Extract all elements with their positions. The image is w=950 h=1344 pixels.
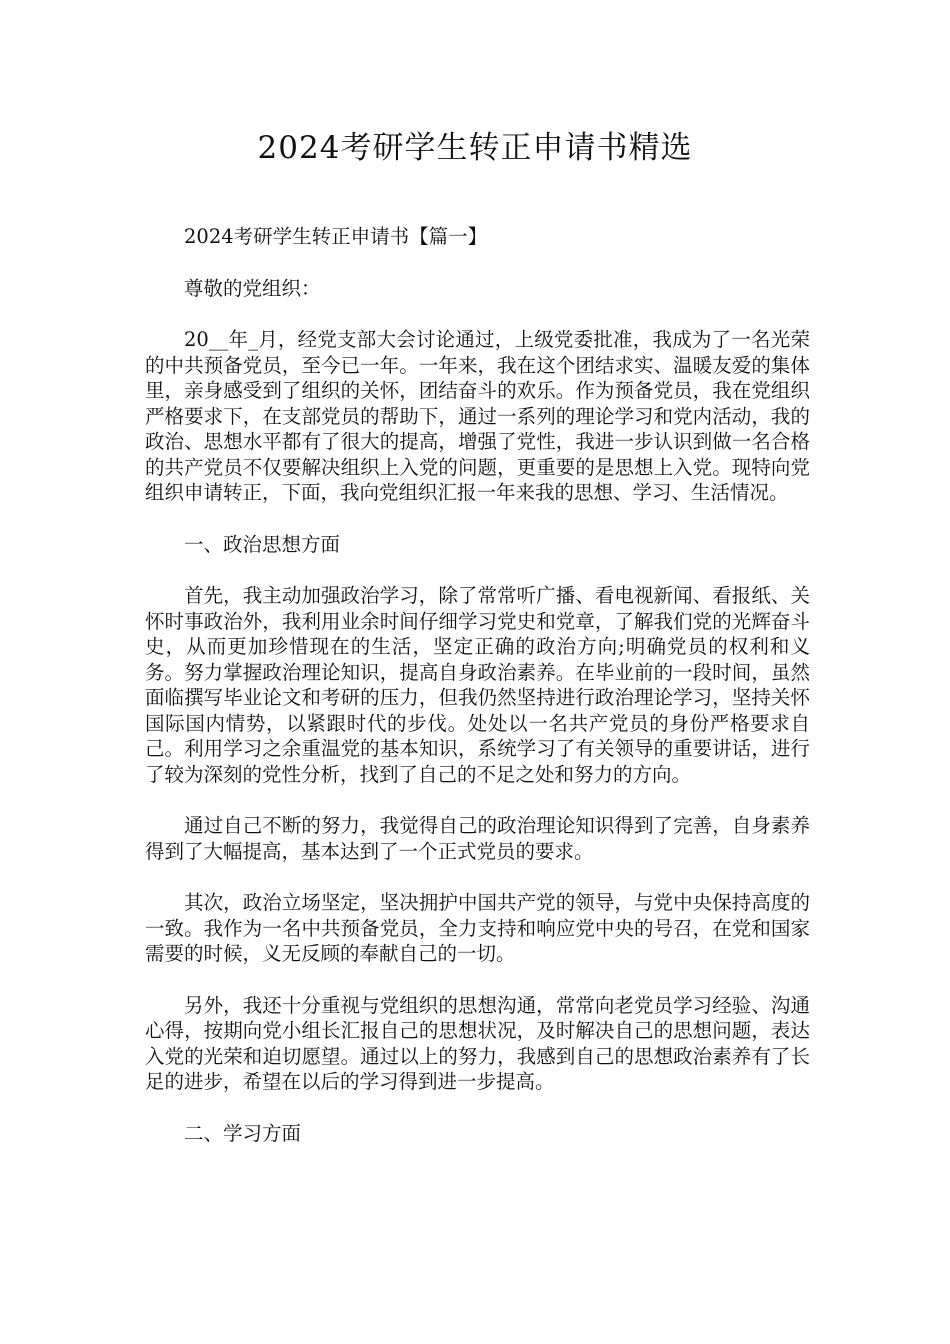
body-paragraph: 首先，我主动加强政治学习，除了常常听广播、看电视新闻、看报纸、关怀时事政治外，我利用业余时间仔细学习党史和党章，了解我们党的光辉奋斗史，从而更加珍惜现在的生活，坚定正确的政治方向;明确党员的权利和义务。努力掌握政治理论知识，提高自身政治素养。在毕业前的一段时间，虽然面临撰写毕业论文和考研的压力，但我仍然坚持进行政治理论学习，坚持关怀国际国内情势，以紧跟时代的步伐。处处以一名共产党员的身份严格要求自己。利用学习之余重温党的基本知识，系统学习了有关领导的重要讲话，进行了较为深刻的党性分析，找到了自己的不足之处和努力的方向。 <box>145 584 810 786</box>
intro-paragraph: 20__年_月，经党支部大会讨论通过，上级党委批准，我成为了一名光荣的中共预备党员，至今已一年。一年来，我在这个团结求实、温暖友爱的集体里，亲身感受到了组织的关怀，团结奋斗的欢乐。作为预备党员，我在党组织严格要求下，在支部党员的帮助下，通过一系列的理论学习和党内活动，我的政治、思想水平都有了很大的提高，增强了党性，我进一步认识到做一名合格的共产党员不仅要解决组织上入党的问题，更重要的是思想上入党。现特向党组织申请转正，下面，我向党组织汇报一年来我的思想、学习、生活情况。 <box>145 328 810 504</box>
section-heading-study: 二、学习方面 <box>184 1121 302 1145</box>
body-paragraph: 其次，政治立场坚定，坚决拥护中国共产党的领导，与党中央保持高度的一致。我作为一名中共预备党员，全力支持和响应党中央的号召，在党和国家需要的时候，义无反顾的奉献自己的一切。 <box>145 891 810 965</box>
document-title: 2024考研学生转正申请书精选 <box>257 130 693 166</box>
salutation: 尊敬的党组织： <box>184 276 321 300</box>
section-heading-part-one: 2024考研学生转正申请书【篇一】 <box>184 225 488 248</box>
document-body <box>145 224 810 1172</box>
body-paragraph: 通过自己不断的努力，我觉得自己的政治理论知识得到了完善，自身素养得到了大幅提高，基本达到了一个正式党员的要求。 <box>145 814 810 863</box>
section-heading-political-thought: 一、政治思想方面 <box>184 532 341 556</box>
body-paragraph: 另外，我还十分重视与党组织的思想沟通，常常向老党员学习经验、沟通心得，按期向党小组长汇报自己的思想状况，及时解决自己的思想问题，表达入党的光荣和迫切愿望。通过以上的努力，我感到自己的思想政治素养有了长足的进步，希望在以后的学习得到进一步提高。 <box>145 993 810 1093</box>
